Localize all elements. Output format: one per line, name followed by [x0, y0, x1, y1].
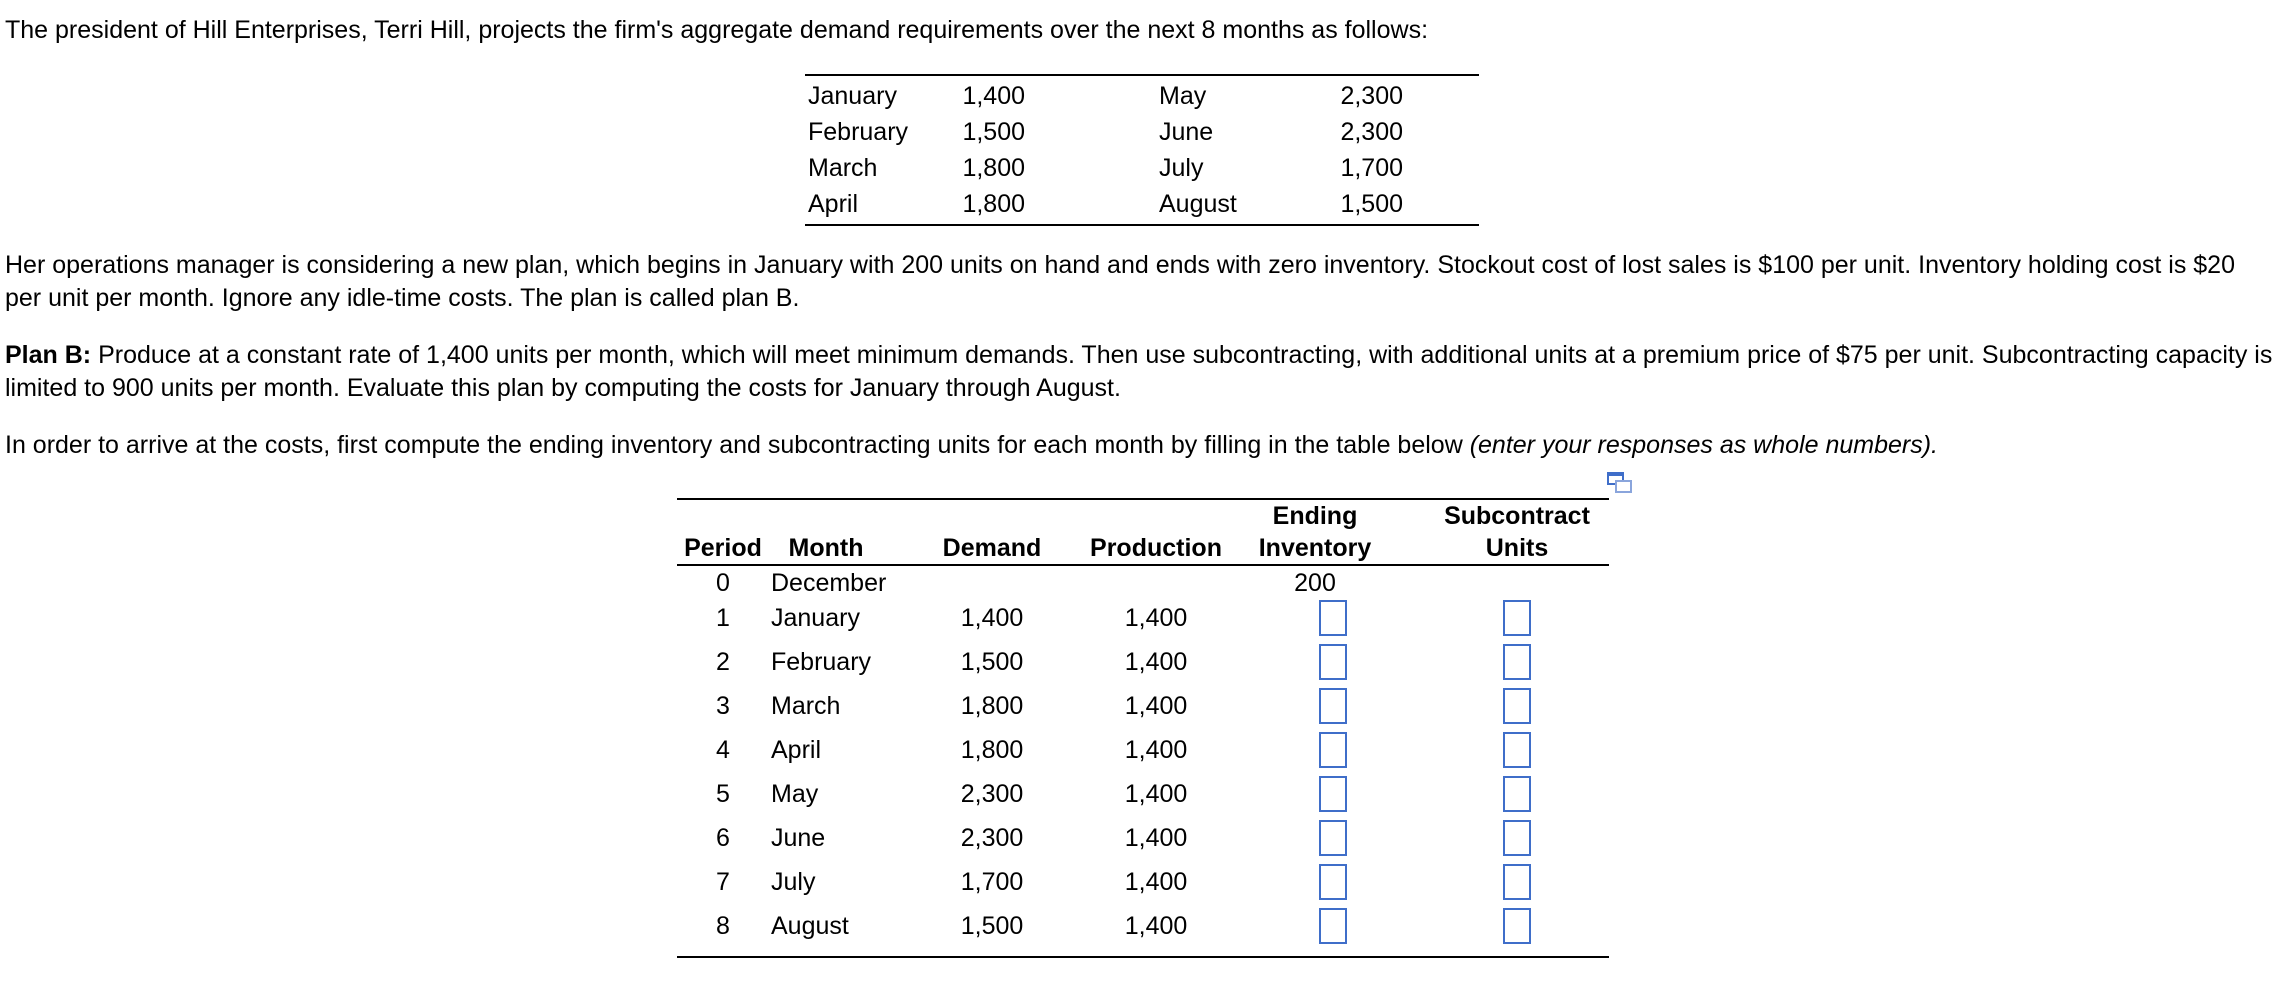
ending-inventory-input[interactable]: [1319, 644, 1347, 680]
subcontract-units-input[interactable]: [1503, 600, 1531, 636]
plan-b-table: [677, 498, 1609, 958]
ending-inventory-input[interactable]: [1319, 600, 1347, 636]
demand-month: May: [1159, 82, 1207, 110]
demand-row: [805, 186, 1479, 222]
table-row: [677, 816, 1609, 860]
demand-value: 1,500: [962, 118, 1025, 146]
demand-value: 1,700: [1340, 154, 1403, 182]
period-cell: 3: [716, 692, 730, 720]
month-cell: February: [771, 648, 872, 676]
ending-inventory-input[interactable]: [1319, 908, 1347, 944]
plan-b-label: Plan B:: [5, 341, 92, 369]
demand-cell: 1,800: [960, 692, 1024, 720]
period-cell: 0: [716, 569, 730, 597]
demand-month: July: [1159, 154, 1204, 182]
demand-row: [805, 150, 1479, 186]
ending-inventory-input[interactable]: [1319, 864, 1347, 900]
production-cell: 1,400: [1124, 912, 1188, 940]
ending-inventory-input[interactable]: [1319, 688, 1347, 724]
ending-inventory-input[interactable]: [1319, 732, 1347, 768]
demand-month: August: [1159, 190, 1237, 218]
demand-month: April: [808, 190, 859, 218]
production-cell: 1,400: [1124, 780, 1188, 808]
demand-cell: 1,400: [960, 604, 1024, 632]
period-cell: 5: [716, 780, 730, 808]
intro-text: The president of Hill Enterprises, Terri Hill, projects the firm's aggregate demand requirements over the next 8 months as follows:: [5, 16, 1429, 44]
month-cell: January: [771, 604, 860, 632]
instruction-main: In order to arrive at the costs, first compute the ending inventory and subcontracting units for each month by filling in the table below: [5, 431, 1470, 459]
header-demand: Demand: [942, 534, 1042, 562]
period-cell: 7: [716, 868, 730, 896]
demand-value: 2,300: [1340, 82, 1403, 110]
demand-cell: 2,300: [960, 780, 1024, 808]
month-cell: July: [771, 868, 816, 896]
demand-month: January: [808, 82, 897, 110]
header-period: Period: [684, 534, 762, 562]
subcontract-units-input[interactable]: [1503, 820, 1531, 856]
demand-month: February: [808, 118, 909, 146]
header-ending-inventory: [1249, 500, 1381, 564]
month-cell: May: [771, 780, 819, 808]
header-inventory-line: Inventory: [1258, 534, 1372, 562]
demand-value: 1,800: [962, 190, 1025, 218]
month-cell: June: [771, 824, 826, 852]
subcontract-units-input[interactable]: [1503, 776, 1531, 812]
period-cell: 1: [716, 604, 730, 632]
month-cell: April: [771, 736, 822, 764]
initial-inventory-cell: 200: [1294, 569, 1336, 597]
header-production: Production: [1090, 534, 1222, 562]
copy-table-icon[interactable]: [1607, 472, 1633, 494]
demand-value: 2,300: [1340, 118, 1403, 146]
ending-inventory-input[interactable]: [1319, 776, 1347, 812]
demand-value: 1,400: [962, 82, 1025, 110]
subcontract-units-input[interactable]: [1503, 732, 1531, 768]
production-cell: 1,400: [1124, 648, 1188, 676]
period-cell: 6: [716, 824, 730, 852]
demand-value: 1,500: [1340, 190, 1403, 218]
production-cell: 1,400: [1124, 692, 1188, 720]
month-cell: August: [771, 912, 849, 940]
demand-row: [805, 114, 1479, 150]
demand-table: [805, 74, 1479, 226]
instruction-italic: (enter your responses as whole numbers).: [1469, 431, 1938, 459]
table-row-initial: [677, 566, 1609, 600]
plan-description: Her operations manager is considering a new plan, which begins in January with 200 units on hand and ends with zero inventory. Stockout cost of lost sales is $100 per unit. Inventory holding cost is $20 per unit per month. Ignore any idle-time costs. The plan is called plan B.: [5, 251, 2235, 312]
period-cell: 4: [716, 736, 730, 764]
period-cell: 8: [716, 912, 730, 940]
demand-cell: 1,500: [960, 648, 1024, 676]
table-row: [677, 860, 1609, 904]
table-row: [677, 596, 1609, 640]
subcontract-units-input[interactable]: [1503, 908, 1531, 944]
header-subcontract-units: [1427, 500, 1607, 564]
demand-cell: 2,300: [960, 824, 1024, 852]
month-cell: March: [771, 692, 841, 720]
demand-cell: 1,500: [960, 912, 1024, 940]
ending-inventory-input[interactable]: [1319, 820, 1347, 856]
month-cell: December: [771, 569, 887, 597]
table-row: [677, 684, 1609, 728]
production-cell: 1,400: [1124, 604, 1188, 632]
subcontract-units-input[interactable]: [1503, 644, 1531, 680]
demand-value: 1,800: [962, 154, 1025, 182]
subcontract-units-input[interactable]: [1503, 688, 1531, 724]
subcontract-units-input[interactable]: [1503, 864, 1531, 900]
demand-month: June: [1159, 118, 1214, 146]
production-cell: 1,400: [1124, 736, 1188, 764]
production-cell: 1,400: [1124, 824, 1188, 852]
header-ending-line: Ending: [1272, 502, 1358, 530]
production-cell: 1,400: [1124, 868, 1188, 896]
header-subcontract-line: Subcontract: [1444, 502, 1590, 530]
table-row: [677, 728, 1609, 772]
plan-b-description: [5, 339, 2277, 405]
header-units-line: Units: [1485, 534, 1549, 562]
instruction-text: [5, 429, 1938, 462]
demand-cell: 1,800: [960, 736, 1024, 764]
header-month: Month: [788, 534, 864, 562]
demand-cell: 1,700: [960, 868, 1024, 896]
table-row: [677, 772, 1609, 816]
table-row: [677, 640, 1609, 684]
demand-row: [805, 78, 1479, 114]
plan-b-text: Produce at a constant rate of 1,400 units per month, which will meet minimum demands. Then use subcontracting, with additional units at a premium price of $75 per unit. Subcontracting capacity is limited to 900 units per month. Evaluate this plan by computing the costs for January through August.: [5, 341, 2273, 402]
table-row: [677, 904, 1609, 948]
period-cell: 2: [716, 648, 730, 676]
demand-month: March: [808, 154, 878, 182]
